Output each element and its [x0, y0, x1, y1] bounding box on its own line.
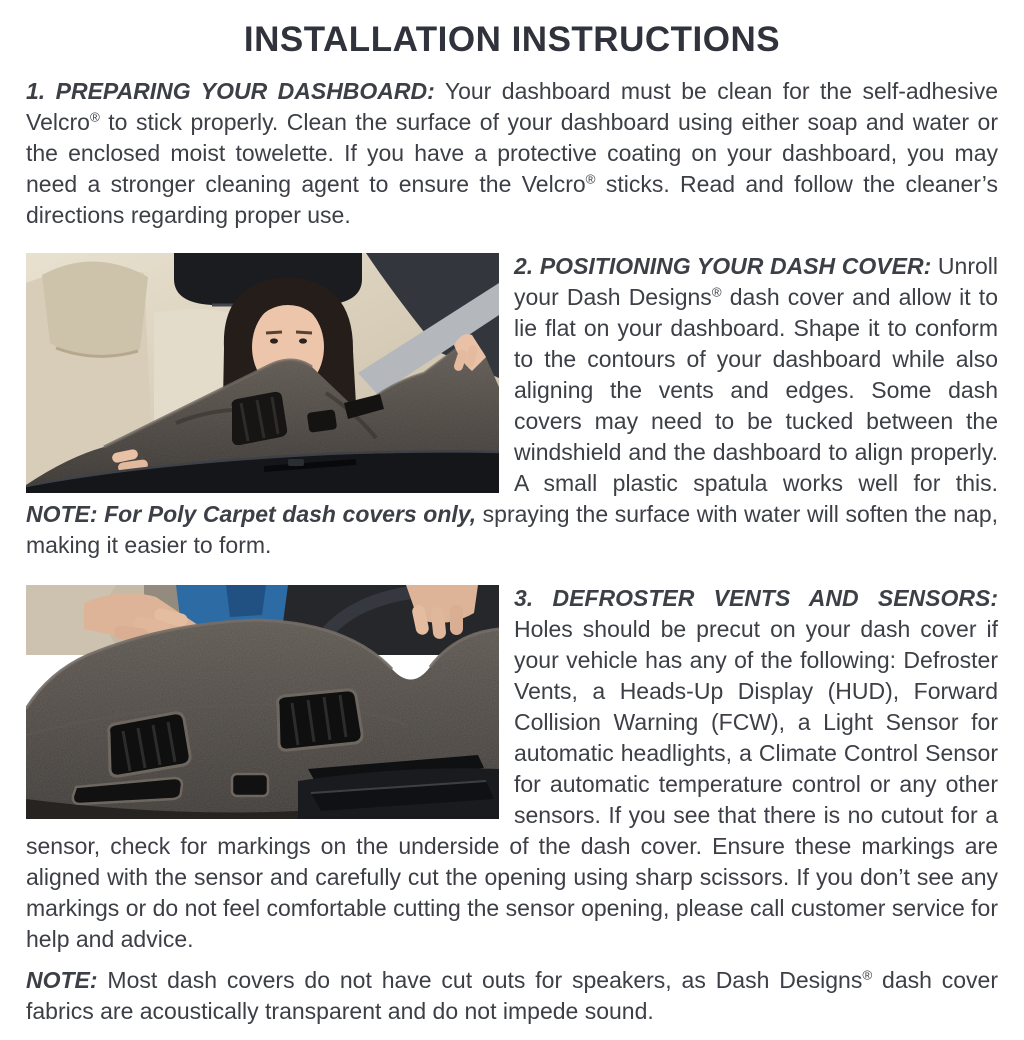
- step2-paragraph: 2. POSITIONING YOUR DASH COVER: Unroll your Dash Designs® dash cover and allow it to lie flat on your dashboard. Shape it to conform to the contours of your dashboard while also aligning the vents and edges. Some dash covers may need to be tucked between the windshield and the dashboard to align properly. A small plastic spatula works well for this. NOTE: For Poly Carpet dash covers only, spraying the surface with water will soften the nap, making it easier to form.: [26, 253, 998, 558]
- step1-paragraph: 1. PREPARING YOUR DASHBOARD: Your dashboard must be clean for the self-adhesive Velcro® to stick properly. Clean the surface of your dashboard using either soap and water or the enclosed moist towelette. If you have a protective coating on your dashboard, you may need a stronger cleaning agent to ensure the Velcro® sticks. Read and follow the cleaner’s directions regarding proper use.: [26, 78, 998, 228]
- defroster-vents-illustration: [26, 585, 499, 819]
- step3-paragraph: 3. DEFROSTER VENTS AND SENSORS: Holes should be precut on your dash cover if your vehicle has any of the following: Defroster Vents, a Heads-Up Display (HUD), Forward Collision Warning (FCW), a Light Sensor for automatic headlights, a Climate Control Sensor for automatic temperature control or any other sensors. If you see that there is no cutout for a sensor, check for markings on the underside of the dash cover. Ensure these markings are aligned with the sensor and carefully cut the opening using sharp scissors. If you don’t see any markings or do not feel comfortable cutting the sensor opening, please call customer service for help and advice.: [26, 585, 998, 952]
- step2-photo: [26, 253, 499, 493]
- dash-cover-positioning-illustration: [26, 253, 499, 493]
- footnote-paragraph: NOTE: Most dash covers do not have cut outs for speakers, as Dash Designs® dash cover fabrics are acoustically transparent and do not impede sound.: [26, 967, 998, 1024]
- step2-section: [26, 251, 998, 561]
- step3-section: [26, 583, 998, 955]
- page-title: INSTALLATION INSTRUCTIONS: [243, 20, 781, 59]
- step3-photo: [26, 585, 499, 819]
